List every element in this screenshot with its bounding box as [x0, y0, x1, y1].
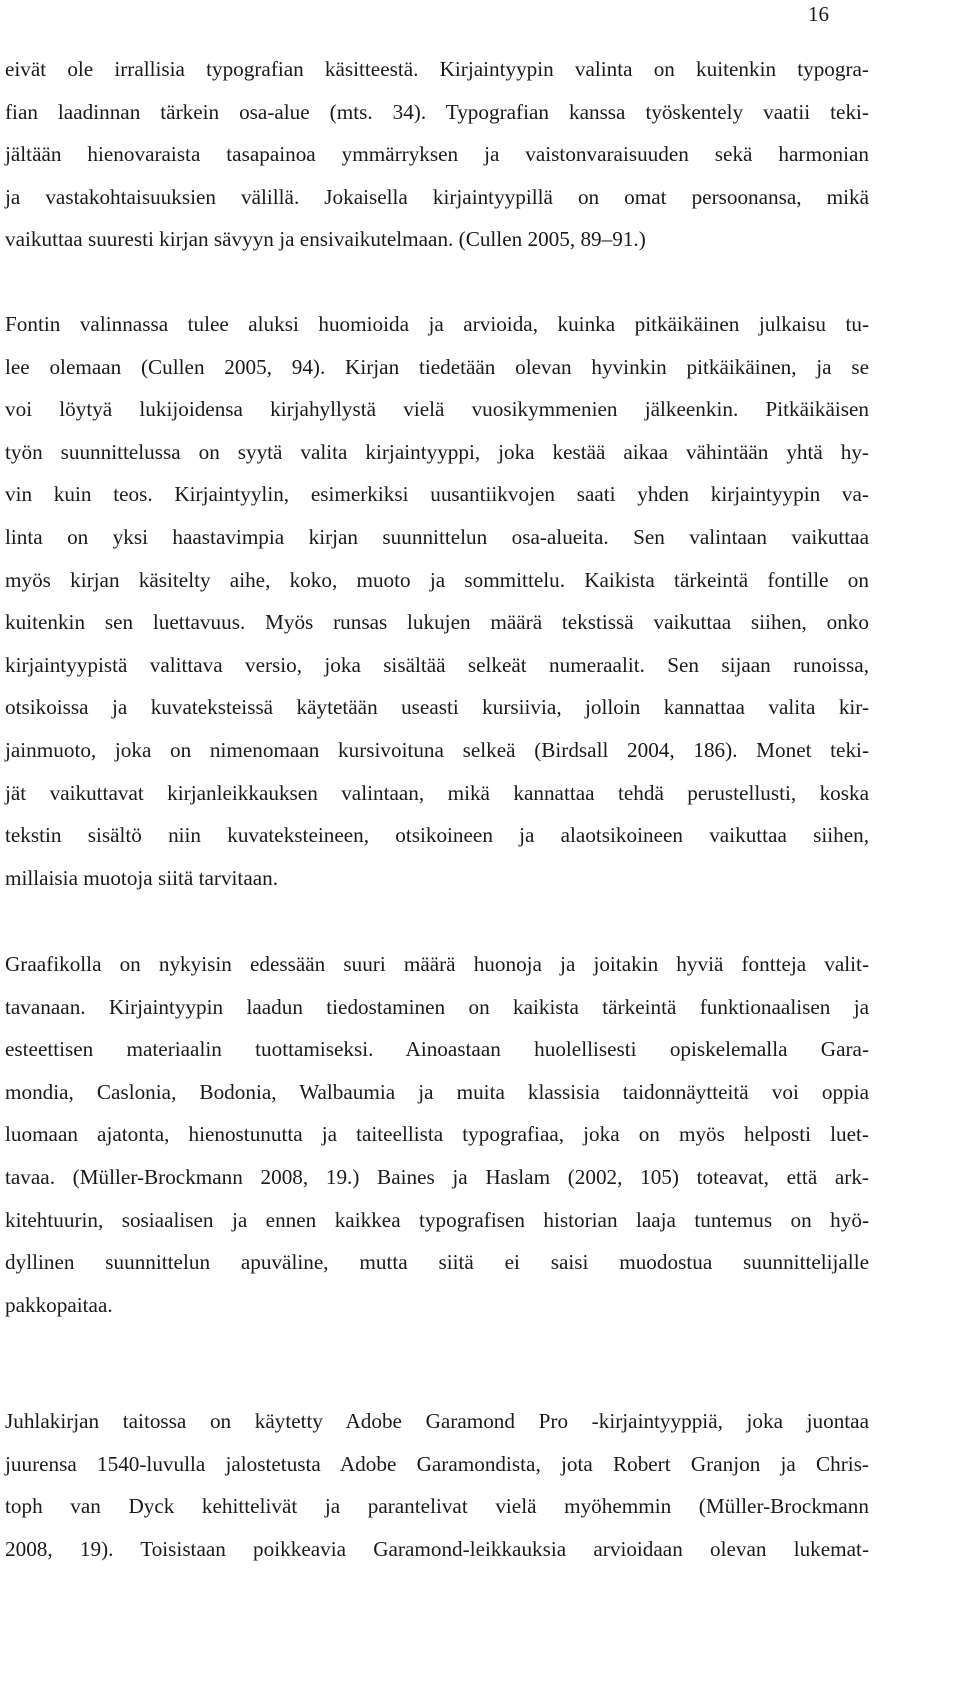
text-line: mondia, Caslonia, Bodonia, Walbaumia ja muita klassisia taidonnäytteitä voi oppia [5, 1079, 869, 1104]
text-line: jät vaikuttavat kirjanleikkauksen valintaan, mikä kannattaa tehdä perustellusti, koska [5, 780, 869, 805]
text-line: tavaa. (Müller-Brockmann 2008, 19.) Baines ja Haslam (2002, 105) toteavat, että ark- [5, 1164, 869, 1189]
page-number: 16 [808, 2, 829, 26]
text-line: kirjaintyypistä valittava versio, joka sisältää selkeät numeraalit. Sen sijaan runoissa, [5, 652, 869, 677]
text-line: pakkopaitaa. [5, 1292, 113, 1317]
text-line: Juhlakirjan taitossa on käytetty Adobe Garamond Pro -kirjaintyyppiä, joka juontaa [5, 1409, 869, 1433]
text-line: dyllinen suunnittelun apuväline, mutta siitä ei saisi muodostua suunnittelijalle [5, 1250, 869, 1275]
paragraph-4 [5, 1400, 869, 1570]
text-line: fian laadinnan tärkein osa-alue (mts. 34). Typografian kanssa työskentely vaatii teki- [5, 99, 869, 124]
text-line: Fontin valinnassa tulee aluksi huomioida ja arvioida, kuinka pitkäikäinen julkaisu tu- [5, 312, 869, 336]
text-line: otsikoissa ja kuvateksteissä käytetään useasti kursiivia, jolloin kannattaa valita kir- [5, 695, 869, 720]
text-line: vin kuin teos. Kirjaintyylin, esimerkiksi uusantiikvojen saati yhden kirjaintyypin va- [5, 482, 869, 507]
text-line: luomaan ajatonta, hienostunutta ja taiteellista typografiaa, joka on myös helposti luet- [5, 1122, 869, 1147]
text-line: millaisia muotoja siitä tarvitaan. [5, 865, 279, 890]
text-line: ja vastakohtaisuuksien välillä. Jokaisella kirjaintyypillä on omat persoonansa, mikä [5, 184, 869, 209]
text-line: lee olemaan (Cullen 2005, 94). Kirjan tiedetään olevan hyvinkin pitkäikäinen, ja se [5, 354, 869, 379]
text-line: tekstin sisältö niin kuvateksteineen, otsikoineen ja alaotsikoineen vaikuttaa siihen, [5, 823, 869, 848]
text-line: Graafikolla on nykyisin edessään suuri määrä huonoja ja joitakin hyviä fontteja valit- [5, 952, 869, 976]
text-line: myös kirjan käsitelty aihe, koko, muoto ja sommittelu. Kaikista tärkeintä fontille on [5, 567, 869, 592]
paragraph-3 [5, 943, 869, 1326]
text-line: toph van Dyck kehittelivät ja parantelivat vielä myöhemmin (Müller-Brockmann [5, 1494, 869, 1519]
text-line: linta on yksi haastavimpia kirjan suunnittelun osa-alueita. Sen valintaan vaikuttaa [5, 524, 869, 549]
text-line: jältään hienovaraista tasapainoa ymmärryksen ja vaistonvaraisuuden sekä harmonian [5, 142, 869, 167]
paragraph-1 [5, 48, 869, 261]
text-line: eivät ole irrallisia typografian käsitteestä. Kirjaintyypin valinta on kuitenkin typogra- [5, 57, 869, 81]
text-line: tavanaan. Kirjaintyypin laadun tiedostaminen on kaikista tärkeintä funktionaalisen ja [5, 994, 869, 1019]
text-line: voi löytyä lukijoidensa kirjahyllystä vielä vuosikymmenien jälkeenkin. Pitkäikäisen [5, 397, 869, 422]
text-line: jainmuoto, joka on nimenomaan kursivoituna selkeä (Birdsall 2004, 186). Monet teki- [5, 737, 869, 762]
text-line: juurensa 1540-luvulla jalostetusta Adobe Garamondista, jota Robert Granjon ja Chris- [5, 1451, 869, 1476]
paragraph-2 [5, 303, 869, 899]
text-line: kitehtuurin, sosiaalisen ja ennen kaikkea typografisen historian laaja tuntemus on hyö- [5, 1207, 869, 1232]
text-line: 2008, 19). Toisistaan poikkeavia Garamond-leikkauksia arvioidaan olevan lukemat- [5, 1536, 869, 1561]
text-line: kuitenkin sen luettavuus. Myös runsas lukujen määrä tekstissä vaikuttaa siihen, onko [5, 610, 869, 635]
text-line: esteettisen materiaalin tuottamiseksi. Ainoastaan huolellisesti opiskelemalla Gara- [5, 1037, 869, 1062]
text-line: työn suunnittelussa on syytä valita kirjaintyyppi, joka kestää aikaa vähintään yhtä hy- [5, 439, 869, 464]
text-line: vaikuttaa suuresti kirjan sävyyn ja ensivaikutelmaan. (Cullen 2005, 89–91.) [5, 227, 646, 252]
